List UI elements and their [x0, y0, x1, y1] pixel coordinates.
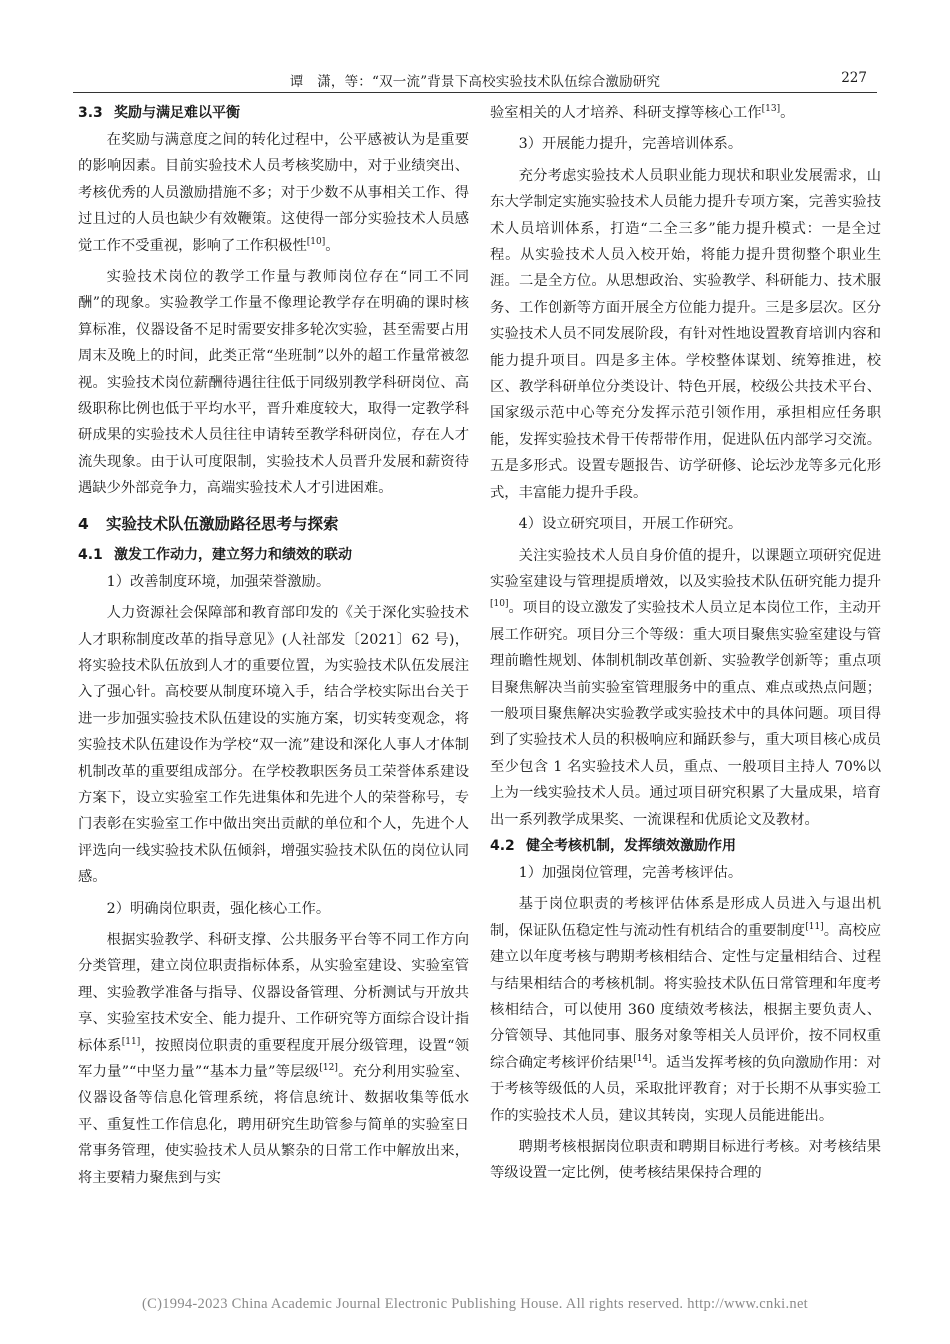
section-title: 激发工作动力，建立努力和绩效的联动 — [114, 546, 352, 563]
citation: [12] — [319, 1063, 338, 1073]
paragraph-continuation: 验室相关的人才培养、科研支撑等核心工作[13]。 — [490, 104, 795, 121]
citation: [14] — [633, 1053, 652, 1064]
paragraph: 根据实验教学、科研支撑、公共服务平台等不同工作方向分类管理，建立岗位职责指标体系，从实验室建设、实验室管理、实验教学准备与指导、仪器设备管理、分析测试与开放共享、实验室技术安全、能力提升、工作研究等方面综合设计指标体系[11]，按照岗位职责的重要程度开展分级管理，设置“领军力量”“中坚力量”“基本力量”等层级[12]。充分利用实验室、仪器设备等信息化管理系统，将信息统计、数据收集等低水平、重复性工作信息化，聘用研究生助管参与简单的实验室日常事务管理，使实验技术人员从繁杂的日常工作中解放出来，将主要精力聚焦到与实 — [78, 931, 470, 1186]
running-header — [73, 66, 877, 93]
list-item-heading: 1）改善制度环境，加强荣誉激励。 — [106, 573, 331, 590]
left-column — [78, 100, 469, 1191]
citation: [10] — [490, 599, 509, 610]
section-3-3-heading — [78, 100, 469, 127]
right-column — [490, 100, 881, 1187]
paragraph: 充分考虑实验技术人员职业能力现状和职业发展需求，山东大学制定实施实验技术人员能力提升专项方案，完善实验技术人员培训体系，打造“二全三多”能力提升模式：一是全过程。从实验技术人员入校开始，将能力提升贯彻整个职业生涯。二是全方位。从思想政治、实验教学、科研能力、技术服务、工作创新等方面开展全方位能力提升。三是多层次。区分实验技术人员不同发展阶段，有针对性地设置教育培训内容和能力提升项目。四是多主体。学校整体谋划、统筹推进，校区、教学科研单位分类设计、特色开展，校级公共技术平台、国家级示范中心等充分发挥示范引领作用，承担相应任务职能，发挥实验技术骨干传帮带作用，促进队伍内部学习交流。五是多形式。设置专题报告、访学研修、论坛沙龙等多元化形式，丰富能力提升手段。 — [490, 167, 881, 501]
citation: [13] — [761, 104, 781, 114]
section-4-heading — [78, 509, 469, 539]
paragraph: 基于岗位职责的考核评估体系是形成人员进入与退出机制，保证队伍稳定性与流动性有机结合的重要制度[11]。高校应建立以年度考核与聘期考核相结合、定性与定量相结合、过程与结果相结合的考核机制。将实验技术队伍日常管理和年度考核相结合，可以使用 360 度绩效考核法，根据主要负责人、分管领导、其他同事、服务对象等相关人员评价，按不同权重综合确定考核评价结果[14]。适当发挥考核的负向激励作用：对于考核等级低的人员，采取批评教育；对于长期不从事实验工作的实验技术人员，建议其转岗，实现人员能进能出。 — [490, 896, 882, 1124]
section-title: 健全考核机制，发挥绩效激励作用 — [526, 837, 736, 854]
list-item-heading: 2）明确岗位职责，强化核心工作。 — [106, 900, 331, 917]
paragraph: 实验技术岗位的教学工作量与教师岗位存在“同工不同酬”的现象。实验教学工作量不像理论教学存在明确的课时核算标准，仪器设备不足时需要安排多轮次实验，甚至需要占用周末及晚上的时间，此类正常“坐班制”以外的超工作量常被忽视。实验技术岗位薪酬待遇往往低于同级别教学科研岗位、高级职称比例也低于平均水平，晋升难度较大，取得一定教学科研成果的实验技术人员往往申请转至教学科研岗位，存在人才流失现象。由于认可度限制，实验技术人员晋升发展和薪资待遇缺少外部竞争力，高端实验技术人才引进困难。 — [78, 269, 469, 497]
list-item-heading: 3）开展能力提升，完善培训体系。 — [518, 136, 743, 153]
citation: [11] — [121, 1036, 141, 1047]
copyright-footer: (C)1994-2023 China Academic Journal Electronic Publishing House. All rights reserved. http://www.cnki.net — [141, 1296, 809, 1312]
section-title: 实验技术队伍激励路径思考与探索 — [106, 514, 339, 533]
section-number: 4.2 — [490, 837, 515, 854]
paragraph: 人力资源社会保障部和教育部印发的《关于深化实验技术人才职称制度改革的指导意见》(人社部发〔2021〕62 号)，将实验技术队伍放到人才的重要位置，为实验技术队伍发展注入了强心针。高校要从制度环境入手，结合学校实际出台关于进一步加强实验技术队伍建设的实施方案，切实转变观念，将实验技术队伍建设作为学校“双一流”建设和深化人事人才体制机制改革的重要组成部分。在学校教职医务员工荣誉体系建设方案下，设立实验室工作先进集体和先进个人的荣誉称号，专门表彰在实验室工作中做出突出贡献的单位和个人，先进个人评选向一线实验技术队伍倾斜，增强实验技术队伍的岗位认同感。 — [78, 605, 469, 886]
list-item-heading: 1）加强岗位管理，完善考核评估。 — [518, 864, 743, 881]
section-title: 奖励与满足难以平衡 — [114, 105, 240, 121]
paragraph: 聘期考核根据岗位职责和聘期目标进行考核。对考核结果等级设置一定比例，使考核结果保持合理的 — [490, 1139, 881, 1182]
section-number: 4 — [78, 514, 89, 533]
section-4-2-heading — [490, 833, 881, 860]
section-4-1-heading — [78, 542, 469, 569]
section-number: 4.1 — [78, 546, 103, 563]
citation: [11] — [805, 921, 824, 932]
citation: [10] — [306, 236, 326, 247]
section-number: 3.3 — [78, 105, 103, 121]
page-number: 227 — [841, 70, 867, 86]
paragraph: 在奖励与满意度之间的转化过程中，公平感被认为是重要的影响因素。目前实验技术人员考核奖励中，对于业绩突出、考核优秀的人员激励措施不多；对于少数不从事相关工作、得过且过的人员也缺少有效鞭策。这使得一部分实验技术人员感觉工作不受重视，影响了工作积极性[10]。 — [78, 132, 469, 254]
list-item-heading: 4）设立研究项目，开展工作研究。 — [518, 516, 743, 533]
running-title: 谭 潇，等：“双一流”背景下高校实验技术队伍综合激励研究 — [289, 74, 661, 90]
paragraph: 关注实验技术人员自身价值的提升，以课题立项研究促进实验室建设与管理提质增效，以及实验技术队伍研究能力提升[10]。项目的设立激发了实验技术人员立足本岗位工作，主动开展工作研究。项目分三个等级：重大项目聚焦实验室建设与管理前瞻性规划、体制机制改革创新、实验教学创新等；重点项目聚焦解决当前实验室管理服务中的重点、难点或热点问题；一般项目聚焦解决实验教学或实验技术中的具体问题。项目得到了实验技术人员的积极响应和踊跃参与，重大项目核心成员至少包含 1 名实验技术人员，重点、一般项目主持人 70%以上为一线实验技术人员。通过项目研究积累了大量成果，培育出一系列教学成果奖、一流课程和优质论文及教材。 — [490, 547, 881, 828]
